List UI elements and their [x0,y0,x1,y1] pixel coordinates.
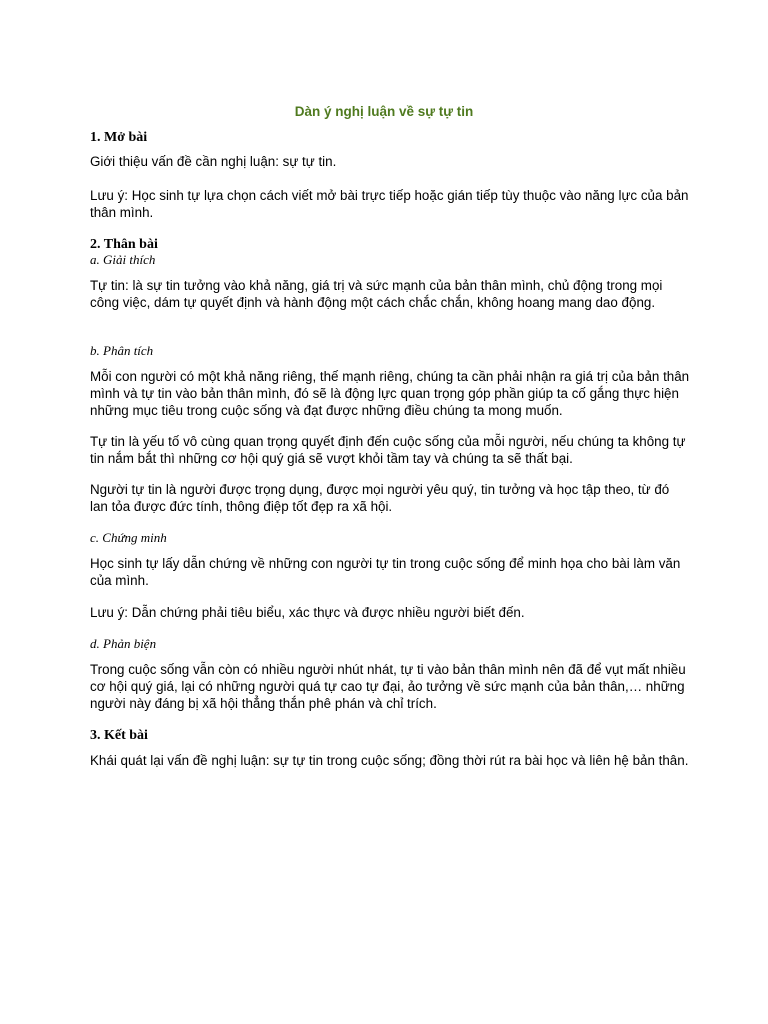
subheading-giai-thich: a. Giải thích [90,252,156,267]
paragraph: Tự tin: là sự tin tưởng vào khả năng, giá trị và sức mạnh của bản thân mình, chủ động trong mọi công việc, dám tự quyết định và hành động một cách chắc chắn, không hoang mang dao động. [90,278,663,310]
paragraph: Khái quát lại vấn đề nghị luận: sự tự tin trong cuộc sống; đồng thời rút ra bài học và liên hệ bản thân. [90,753,689,768]
paragraph: Trong cuộc sống vẫn còn có nhiều người nhút nhát, tự ti vào bản thân mình nên đã để vụt mất nhiều cơ hội quý giá, lại có những người quá tự cao tự đại, ảo tưởng về sức mạnh của bản thân,… những người này đáng bị xã hội thẳng thắn phê phán và chỉ trích. [90,662,686,711]
note-paragraph: Lưu ý: Dẫn chứng phải tiêu biểu, xác thực và được nhiều người biết đến. [90,605,525,620]
section-heading-than-bai: 2. Thân bài [90,237,158,252]
paragraph: Người tự tin là người được trọng dụng, được mọi người yêu quý, tin tưởng và học tập theo, từ đó lan tỏa được đức tính, thông điệp tốt đẹp ra xã hội. [90,482,670,514]
subheading-chung-minh: c. Chứng minh [90,530,167,545]
paragraph: Tự tin là yếu tố vô cùng quan trọng quyết định đến cuộc sống của mỗi người, nếu chúng ta không tự tin nắm bắt thì những cơ hội quý giá sẽ vượt khỏi tầm tay và chúng ta sẽ thất bại. [90,434,686,466]
section-heading-ket-bai: 3. Kết bài [90,728,148,743]
paragraph: Mỗi con người có một khả năng riêng, thế mạnh riêng, chúng ta cần phải nhận ra giá trị của bản thân mình và tự tin vào bản thân mình, đó sẽ là động lực quan trọng góp phần giúp ta cố gắng thực hiện những mục tiêu trong cuộc sống và đạt được những điều chúng ta mong muốn. [90,369,690,418]
paragraph: Giới thiệu vấn đề cần nghị luận: sự tự tin. [90,154,337,169]
subheading-phan-bien: d. Phản biện [90,636,157,651]
section-heading-mo-bai: 1. Mở bài [90,130,148,145]
subheading-phan-tich: b. Phân tích [90,343,154,358]
note-paragraph: Lưu ý: Học sinh tự lựa chọn cách viết mở bài trực tiếp hoặc gián tiếp tùy thuộc vào năng lực của bản thân mình. [90,188,689,220]
document-title: Dàn ý nghị luận về sự tự tin [294,104,474,119]
paragraph: Học sinh tự lấy dẫn chứng về những con người tự tin trong cuộc sống để minh họa cho bài làm văn của mình. [90,556,681,588]
